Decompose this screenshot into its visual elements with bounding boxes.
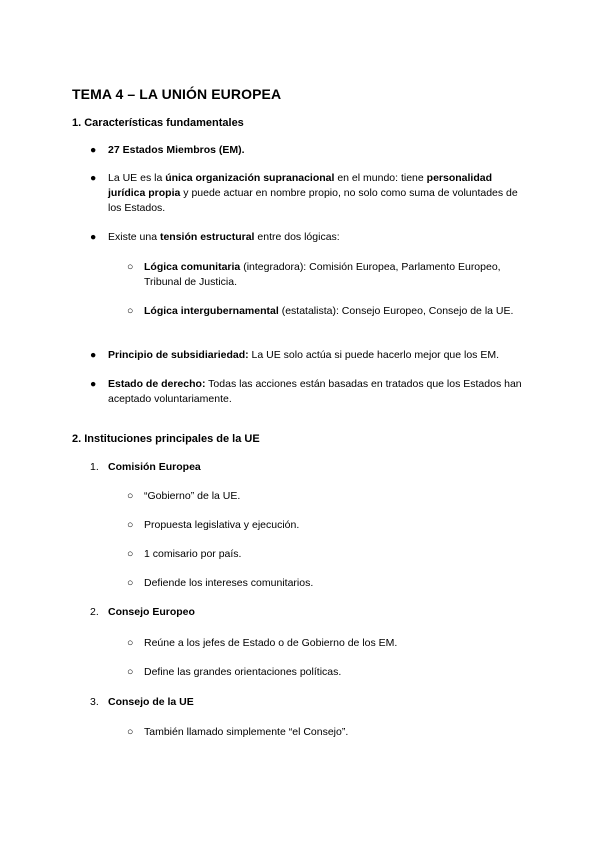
- list-number: 3.: [90, 696, 99, 708]
- bullet-item-tension-estructural: [108, 230, 528, 245]
- text: y puede actuar en nombre propio, no solo como suma de voluntades de los Estados.: [108, 187, 518, 214]
- bold-text: Consejo de la UE: [108, 696, 194, 708]
- bullet-marker: ●: [90, 144, 97, 156]
- sub-bullet-marker: ○: [127, 305, 134, 317]
- sub-item-logica-comunitaria: [144, 260, 529, 290]
- text: Todas las acciones están basadas en tratados que los Estados han aceptado voluntariamente.: [108, 378, 522, 405]
- bullet-item-subsidiariedad: [108, 348, 528, 363]
- bullet-marker: ●: [90, 349, 97, 361]
- bullet-marker: ●: [90, 172, 97, 184]
- bold-text: única organización supranacional: [165, 172, 335, 184]
- list-item: Defiende los intereses comunitarios.: [144, 577, 314, 589]
- list-item: Define las grandes orientaciones políticas.: [144, 666, 342, 678]
- institution-consejo-europeo: [108, 605, 528, 620]
- list-item: 1 comisario por país.: [144, 548, 242, 560]
- bullet-item-estados-miembros: [108, 143, 528, 158]
- bold-text: 27 Estados Miembros (EM).: [108, 144, 245, 156]
- sub-bullet-marker: ○: [127, 519, 134, 531]
- list-item: Propuesta legislativa y ejecución.: [144, 519, 300, 531]
- bullet-item-estado-de-derecho: [108, 377, 528, 407]
- sub-bullet-marker: ○: [127, 666, 134, 678]
- institution-consejo-de-la-ue: [108, 695, 528, 710]
- text: (integradora): Comisión Europea, Parlamento Europeo, Tribunal de Justicia.: [144, 261, 501, 288]
- bold-text: Lógica intergubernamental: [144, 305, 279, 317]
- institution-comision-europea: [108, 460, 528, 475]
- section-heading-1: 1. Características fundamentales: [72, 117, 244, 129]
- list-number: 2.: [90, 606, 99, 618]
- text: entre dos lógicas:: [254, 231, 340, 243]
- sub-bullet-marker: ○: [127, 726, 134, 738]
- text: Existe una: [108, 231, 160, 243]
- sub-item-logica-intergubernamental: [144, 304, 529, 319]
- bullet-marker: ●: [90, 231, 97, 243]
- list-item: Reúne a los jefes de Estado o de Gobierno de los EM.: [144, 637, 398, 649]
- section-heading-2: 2. Instituciones principales de la UE: [72, 433, 260, 445]
- sub-bullet-marker: ○: [127, 577, 134, 589]
- bold-text: Consejo Europeo: [108, 606, 195, 618]
- bold-text: tensión estructural: [159, 231, 255, 243]
- bold-text: Principio de subsidiariedad:: [108, 349, 249, 361]
- bold-text: Estado de derecho:: [108, 378, 206, 390]
- list-number: 1.: [90, 461, 99, 473]
- text: en el mundo: tiene: [334, 172, 427, 184]
- bold-text: Comisión Europea: [108, 461, 201, 473]
- bold-text: Lógica comunitaria: [144, 261, 241, 273]
- text: La UE es la: [108, 172, 166, 184]
- list-item: También llamado simplemente “el Consejo”.: [144, 726, 349, 738]
- page-title: TEMA 4 – LA UNIÓN EUROPEA: [72, 86, 282, 102]
- bold-text: personalidad jurídica propia: [108, 172, 493, 199]
- sub-bullet-marker: ○: [127, 261, 134, 273]
- sub-bullet-marker: ○: [127, 548, 134, 560]
- bullet-marker: ●: [90, 378, 97, 390]
- sub-bullet-marker: ○: [127, 637, 134, 649]
- sub-bullet-marker: ○: [127, 490, 134, 502]
- text: (estatalista): Consejo Europeo, Consejo de la UE.: [278, 305, 514, 317]
- bullet-item-organizacion-supranacional: [108, 171, 528, 216]
- list-item: “Gobierno” de la UE.: [144, 490, 241, 502]
- text: La UE solo actúa si puede hacerlo mejor que los EM.: [248, 349, 500, 361]
